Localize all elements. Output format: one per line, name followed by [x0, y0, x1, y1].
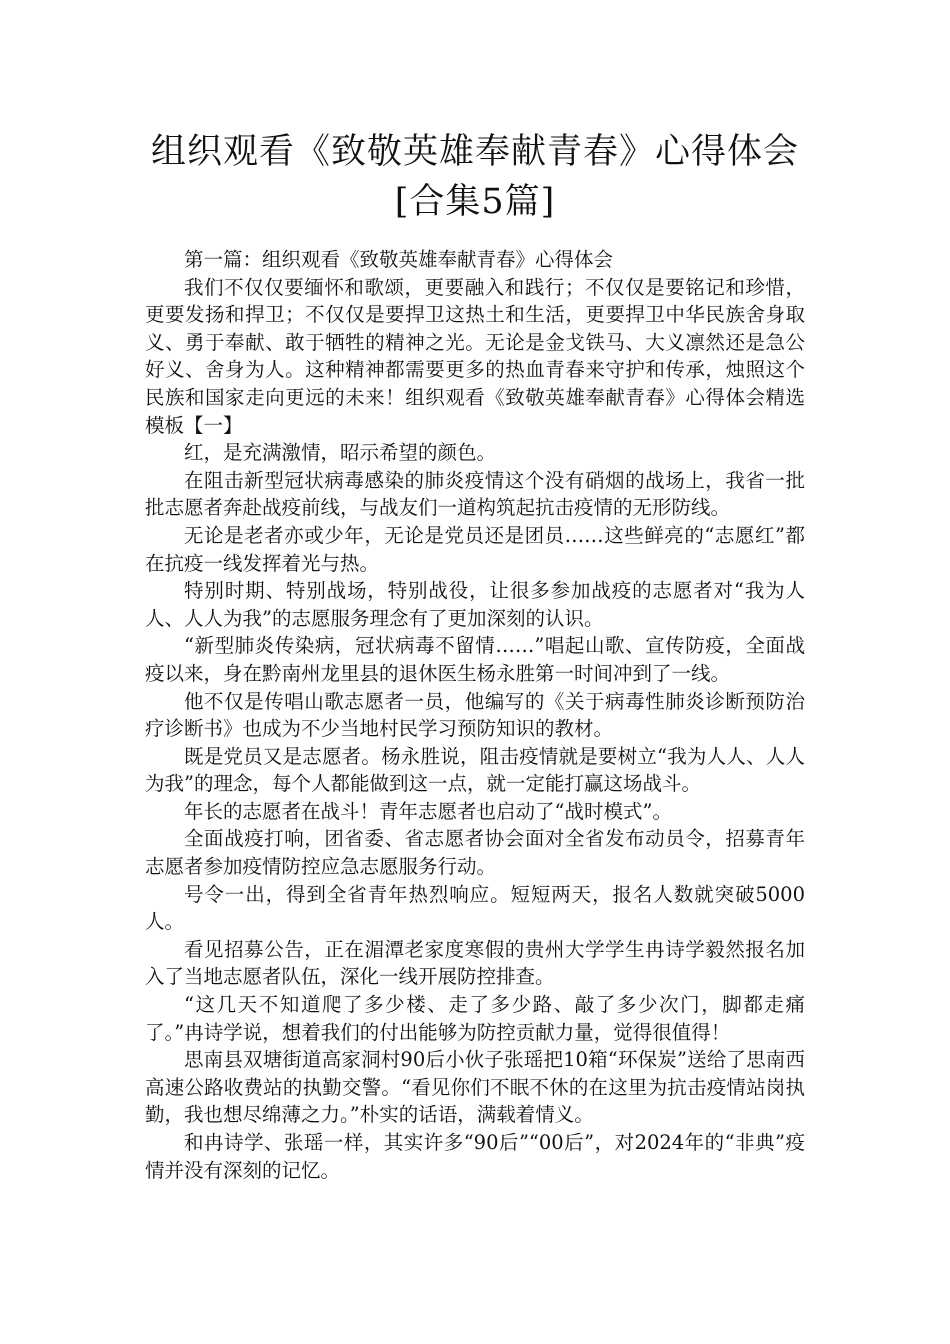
- paragraph: 看见招募公告，正在湄潭老家度寒假的贵州大学学生冉诗学毅然报名加入了当地志愿者队伍，深化一线开展防控排查。: [145, 937, 805, 989]
- paragraph: 全面战疫打响，团省委、省志愿者协会面对全省发布动员令，招募青年志愿者参加疫情防控应急志愿服务行动。: [145, 827, 805, 879]
- paragraph: 年长的志愿者在战斗！青年志愿者也启动了“战时模式”。: [184, 799, 672, 823]
- paragraph: 无论是老者亦或少年，无论是党员还是团员……这些鲜亮的“志愿红”都在抗疫一线发挥着光与热。: [145, 523, 805, 575]
- paragraph: “这几天不知道爬了多少楼、走了多少路、敲了多少次门，脚都走痛了。”冉诗学说，想着我们的付出能够为防控贡献力量，觉得很值得！: [145, 993, 805, 1044]
- paragraph: “新型肺炎传染病，冠状病毒不留情……”唱起山歌、宣传防疫，全面战疫以来，身在黔南州龙里县的退休医生杨永胜第一时间冲到了一线。: [145, 634, 805, 685]
- paragraph: 我们不仅仅要缅怀和歌颂，更要融入和践行；不仅仅是要铭记和珍惜，更要发扬和捍卫；不仅仅是要捍卫这热土和生活，更要捍卫中华民族舍身取义、勇于奉献、敢于牺牲的精神之光。无论是金戈铁马、大义凛然还是急公好义、舍身为人。这种精神都需要更多的热血青春来守护和传承，烛照这个民族和国家走向更远的未来！组织观看《致敬英雄奉献青春》心得体会精选模板【一】: [145, 275, 805, 437]
- paragraph: 特别时期、特别战场，特别战役，让很多参加战疫的志愿者对“我为人人、人人为我”的志愿服务理念有了更加深刻的认识。: [145, 579, 805, 630]
- section-heading: 第一篇：组织观看《致敬英雄奉献青春》心得体会: [184, 248, 614, 271]
- paragraph: 和冉诗学、张瑶一样，其实许多“90后”“00后”，对2024年的“非典”疫情并没有深刻的记忆。: [145, 1131, 805, 1182]
- paragraph: 号令一出，得到全省青年热烈响应。短短两天，报名人数就突破5000人。: [145, 882, 805, 934]
- document-title: 组织观看《致敬英雄奉献青春》心得体会: [150, 132, 799, 172]
- paragraph: 在阻击新型冠状病毒感染的肺炎疫情这个没有硝烟的战场上，我省一批批志愿者奔赴战疫前线，与战友们一道构筑起抗击疫情的无形防线。: [145, 468, 805, 520]
- paragraph: 既是党员又是志愿者。杨永胜说，阻击疫情就是要树立“我为人人、人人为我”的理念，每个人都能做到这一点，就一定能打赢这场战斗。: [145, 744, 805, 796]
- paragraph: 他不仅是传唱山歌志愿者一员，他编写的《关于病毒性肺炎诊断预防治疗诊断书》也成为不少当地村民学习预防知识的教材。: [145, 689, 805, 741]
- document-body: [145, 246, 805, 1184]
- paragraph: 红，是充满激情，昭示希望的颜色。: [184, 441, 497, 465]
- paragraph: 思南县双塘街道高家洞村90后小伙子张瑶把10箱“环保炭”送给了思南西高速公路收费站的执勤交警。“看见你们不眠不休的在这里为抗击疫情站岗执勤，我也想尽绵薄之力。”朴实的话语，满载着情义。: [145, 1048, 805, 1127]
- document-subtitle: [合集5篇]: [394, 182, 556, 222]
